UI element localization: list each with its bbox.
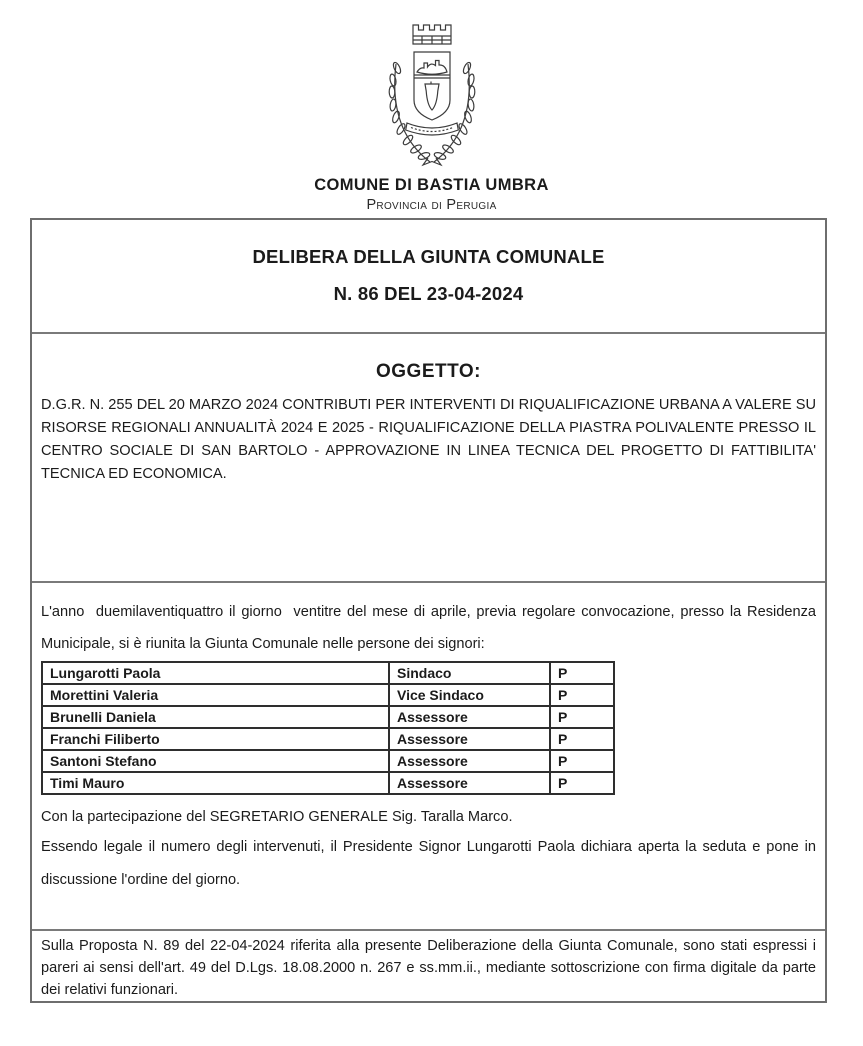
member-presence-cell: P	[550, 772, 614, 794]
province-name: Provincia di Perugia	[366, 197, 497, 213]
member-presence-cell: P	[550, 706, 614, 728]
member-role-cell: Assessore	[389, 750, 550, 772]
member-role-cell: Sindaco	[389, 662, 550, 684]
opening-line: Essendo legale il numero degli intervenuti, il Presidente Signor Lungarotti Paola dichiara aperta la seduta e pone in discussione l'ordine del giorno.	[41, 839, 816, 889]
members-table	[41, 661, 615, 795]
member-name-cell: Timi Mauro	[42, 772, 389, 794]
oggetto-text: D.G.R. N. 255 DEL 20 MARZO 2024 CONTRIBUTI PER INTERVENTI DI RIQUALIFICAZIONE URBANA A VALERE SU RISORSE REGIONALI ANNUALITÀ 2024 E 2025 - RIQUALIFICAZIONE DELLA PIASTRA POLIVALENTE PRESSO IL CENTRO SOCIALE DI SAN BARTOLO - APPROVAZIONE IN LINEA TECNICA DEL PROGETTO DI FATTIBILITA' TECNICA ED ECONOMICA.	[41, 396, 817, 482]
delibera-title: DELIBERA DELLA GIUNTA COMUNALE	[252, 246, 605, 267]
municipal-coat-of-arms-icon	[384, 12, 480, 170]
table-row	[42, 728, 614, 750]
table-row	[42, 750, 614, 772]
member-name-cell: Lungarotti Paola	[42, 662, 389, 684]
table-row	[42, 662, 614, 684]
member-name-cell: Morettini Valeria	[42, 684, 389, 706]
municipality-name: COMUNE DI BASTIA UMBRA	[314, 176, 549, 194]
member-presence-cell: P	[550, 662, 614, 684]
proposal-section	[32, 929, 825, 1001]
delibera-number: N. 86 DEL 23-04-2024	[333, 283, 524, 304]
member-name-cell: Brunelli Daniela	[42, 706, 389, 728]
member-presence-cell: P	[550, 750, 614, 772]
document-frame	[30, 218, 827, 1003]
oggetto-heading: OGGETTO:	[376, 360, 481, 382]
crest-container	[0, 12, 863, 170]
member-name-cell: Santoni Stefano	[42, 750, 389, 772]
member-presence-cell: P	[550, 728, 614, 750]
member-role-cell: Assessore	[389, 706, 550, 728]
member-role-cell: Assessore	[389, 728, 550, 750]
table-row	[42, 772, 614, 794]
proposal-text: Sulla Proposta N. 89 del 22-04-2024 riferita alla presente Deliberazione della Giunta Comunale, sono stati espressi i pareri ai sensi dell'art. 49 del D.Lgs. 18.08.2000 n. 267 e ss.mm.ii., mediante sottoscrizione con firma digitale da parte dei relativi funzionari.	[41, 938, 816, 999]
session-section	[32, 581, 825, 929]
table-row	[42, 706, 614, 728]
title-section	[32, 220, 825, 332]
table-row	[42, 684, 614, 706]
session-intro: L'anno duemilaventiquattro il giorno ventitre del mese di aprile, previa regolare convocazione, presso la Residenza Municipale, si è riunita la Giunta Comunale nelle persone dei signori:	[41, 604, 821, 653]
member-role-cell: Vice Sindaco	[389, 684, 550, 706]
member-presence-cell: P	[550, 684, 614, 706]
oggetto-section	[32, 332, 825, 582]
secretary-line: Con la partecipazione del SEGRETARIO GENERALE Sig. Taralla Marco.	[41, 809, 513, 826]
member-name-cell: Franchi Filiberto	[42, 728, 389, 750]
member-role-cell: Assessore	[389, 772, 550, 794]
